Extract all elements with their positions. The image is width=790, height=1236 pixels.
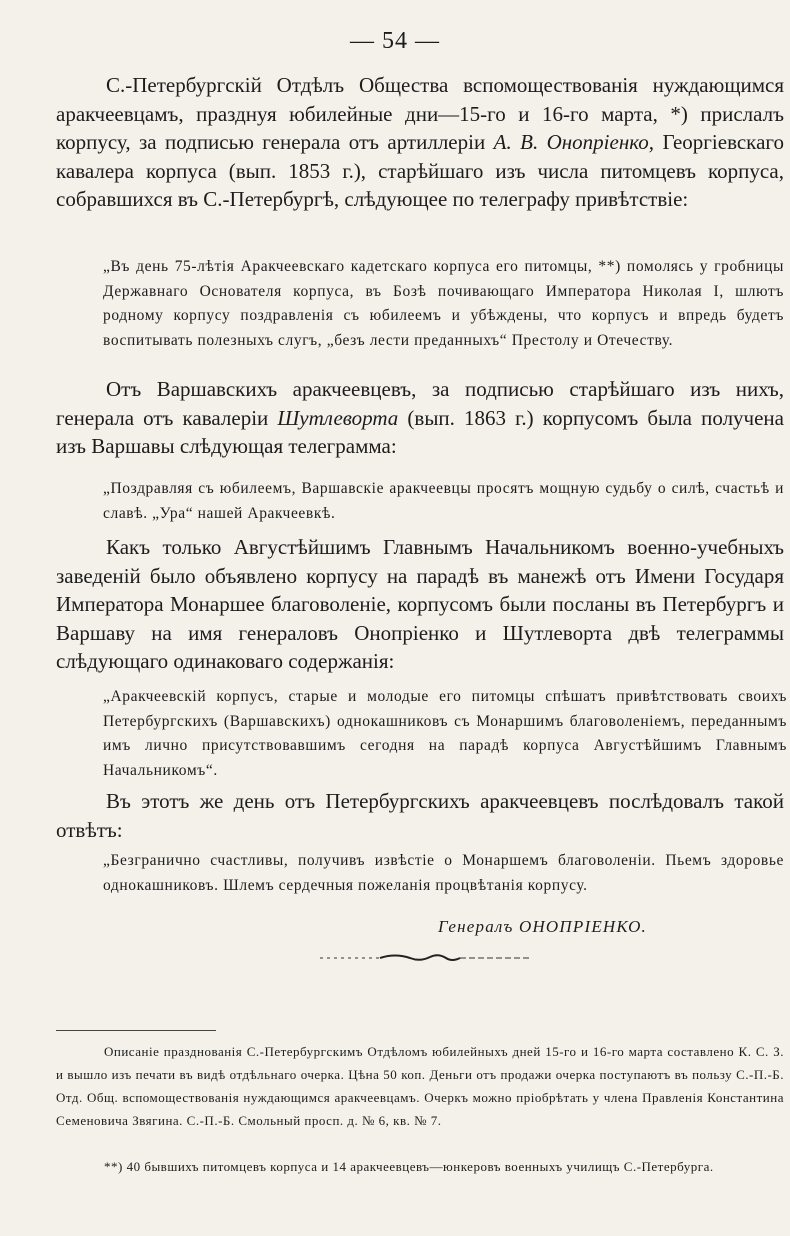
signature: Генералъ ОНОПРІЕНКО.: [438, 917, 648, 936]
paragraph-warsaw: [56, 375, 784, 461]
general-name-italic: А. В. Онопріенко,: [493, 130, 655, 154]
telegram-quote-2: „Поздравляя съ юбилеемъ, Варшавскіе аракчеевцы просятъ мощную судьбу о силѣ, счастьѣ и славѣ. „Ура“ нашей Аракчеевкѣ.: [103, 480, 784, 522]
telegram-quote-1: „Въ день 75-лѣтія Аракчеевскаго кадетскаго корпуса его питомцы, **) помолясь у гробницы Державнаго Основателя корпуса, въ Бозѣ почивающаго Императора Николая I, шлютъ родному корпусу поздравленія съ юбилеемъ и убѣждены, что корпусъ и впредь будетъ воспитывать полезныхъ слугъ, „безъ лести преданныхъ“ Престолу и Отечеству.: [103, 258, 784, 349]
paragraph-text: Отъ Варшавскихъ аракчеевцевъ, за подписью старѣйшаго изъ нихъ, генерала отъ кавалеріи: [56, 377, 784, 430]
paragraph-petersburg-greeting: [56, 71, 784, 214]
footnote-text: Описаніе празднованія С.-Петербургскимъ Отдѣломъ юбилейныхъ дней 15-го и 16-го марта составлено К. С. З. и вышло изъ печати въ видѣ отдѣльнаго очерка. Цѣна 50 коп. Деньги отъ продажи очерка поступаютъ въ пользу С.-П.-Б. Отд. Общ. вспомоществованія нуждающимся аракчеевцамъ. Очеркъ можно пріобрѣтать у члена Правленія Константина Семеновича Звягина. С.-П.-Б. Смольный просп. д. № 6, кв. № 7.: [56, 1044, 784, 1128]
ornament-divider: [320, 951, 530, 965]
paragraph-text: Въ этотъ же день отъ Петербургскихъ аракчеевцевъ послѣдовалъ такой отвѣтъ:: [56, 789, 784, 842]
paragraph-text: (вып. 1863 г.) корпусомъ была получена изъ Варшавы слѣдующая телеграмма:: [56, 405, 784, 458]
paragraph-text: Георгіевскаго кавалера корпуса (вып. 1853 г.), старѣйшаго изъ числа питомцевъ корпуса, собравшихся въ С.-Петербургѣ, слѣдующее по телеграфу привѣтствіе:: [56, 130, 784, 211]
telegram-quote-4: „Безгранично счастливы, получивъ извѣстіе о Монаршемъ благоволеніи. Пьемъ здоровье однокашниковъ. Шлемъ сердечныя пожеланія процвѣтанія корпусу.: [103, 852, 784, 894]
page-number: — 54 —: [350, 28, 440, 54]
footnote-2: [56, 1155, 784, 1178]
general-name-italic: Шутлеворта: [277, 405, 399, 430]
telegram-quote-3: „Аракчеевскій корпусъ, старые и молодые его питомцы спѣшатъ привѣтствовать своихъ Петербургскихъ (Варшавскихъ) однокашниковъ съ Монаршимъ благоволеніемъ, переданнымъ имъ лично присутствовавшимъ сегодня на парадѣ корпуса Августѣйшимъ Главнымъ Начальникомъ“.: [103, 688, 787, 779]
footnote-1: [56, 1040, 784, 1132]
paragraph-announcement: [56, 533, 784, 676]
paragraph-reply: [56, 787, 784, 844]
paragraph-text: Какъ только Августѣйшимъ Главнымъ Начальникомъ военно-учебныхъ заведеній было объявлено корпусу на парадѣ въ манежѣ отъ Имени Государя Императора Монаршее благоволеніе, корпусомъ были посланы въ Петербургъ и Варшаву на имя генераловъ Онопріенко и Шутлеворта двѣ телеграммы слѣдующаго одинаковаго содержанія:: [56, 535, 784, 673]
footnote-rule: [56, 1030, 216, 1031]
paragraph-text: С.-Петербургскій Отдѣлъ Общества вспомоществованія нуждающимся аракчеевцамъ, празднуя юбилейные дни—15-го и 16-го марта, *) прислалъ корпусу, за подписью генерала отъ артиллеріи: [56, 73, 784, 154]
footnote-text: **) 40 бывшихъ питомцевъ корпуса и 14 аракчеевцевъ—юнкеровъ военныхъ училищъ С.-Петербурга.: [104, 1159, 714, 1174]
